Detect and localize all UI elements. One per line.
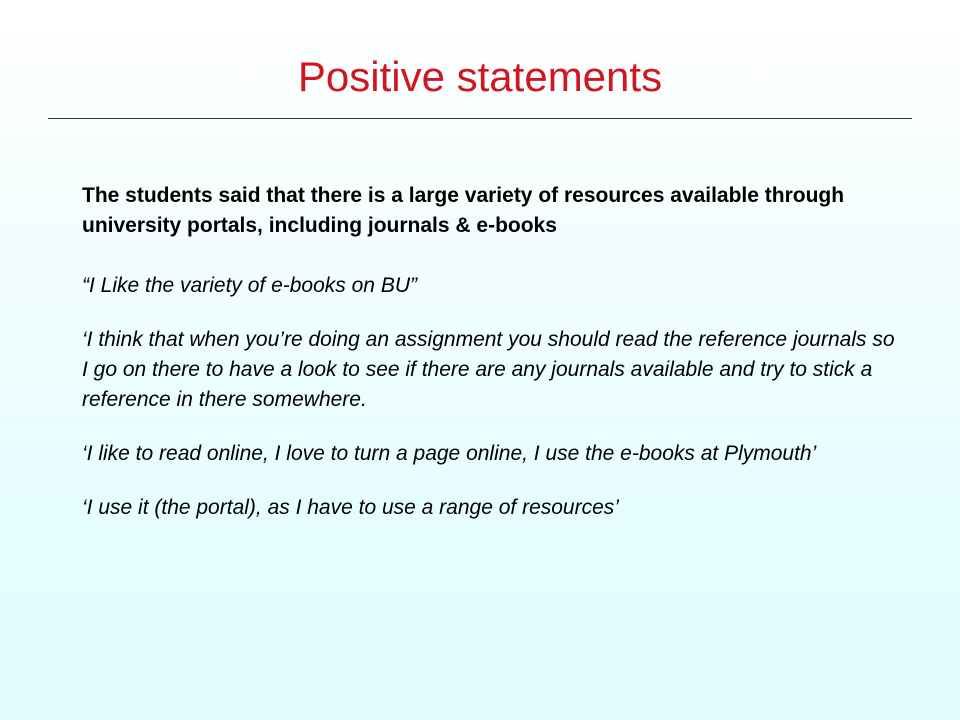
summary-statement: The students said that there is a large variety of resources available through university portals, including journals & e-books — [82, 184, 845, 237]
student-quote-read-online: ‘I like to read online, I love to turn a page online, I use the e-books at Plymouth’ — [82, 442, 817, 465]
title-divider — [48, 118, 912, 119]
student-quote-portal-resources: ‘I use it (the portal), as I have to use a range of resources’ — [82, 496, 619, 519]
student-quote-ebooks-bu: “I Like the variety of e-books on BU” — [82, 274, 417, 297]
slide-body — [82, 181, 902, 547]
student-quote-reference-journals: ‘I think that when you’re doing an assignment you should read the reference journals so I go on there to have a look to see if there are any journals available and try to stick a reference in there somewhere. — [82, 328, 895, 411]
slide-title: Positive statements — [297, 53, 663, 100]
